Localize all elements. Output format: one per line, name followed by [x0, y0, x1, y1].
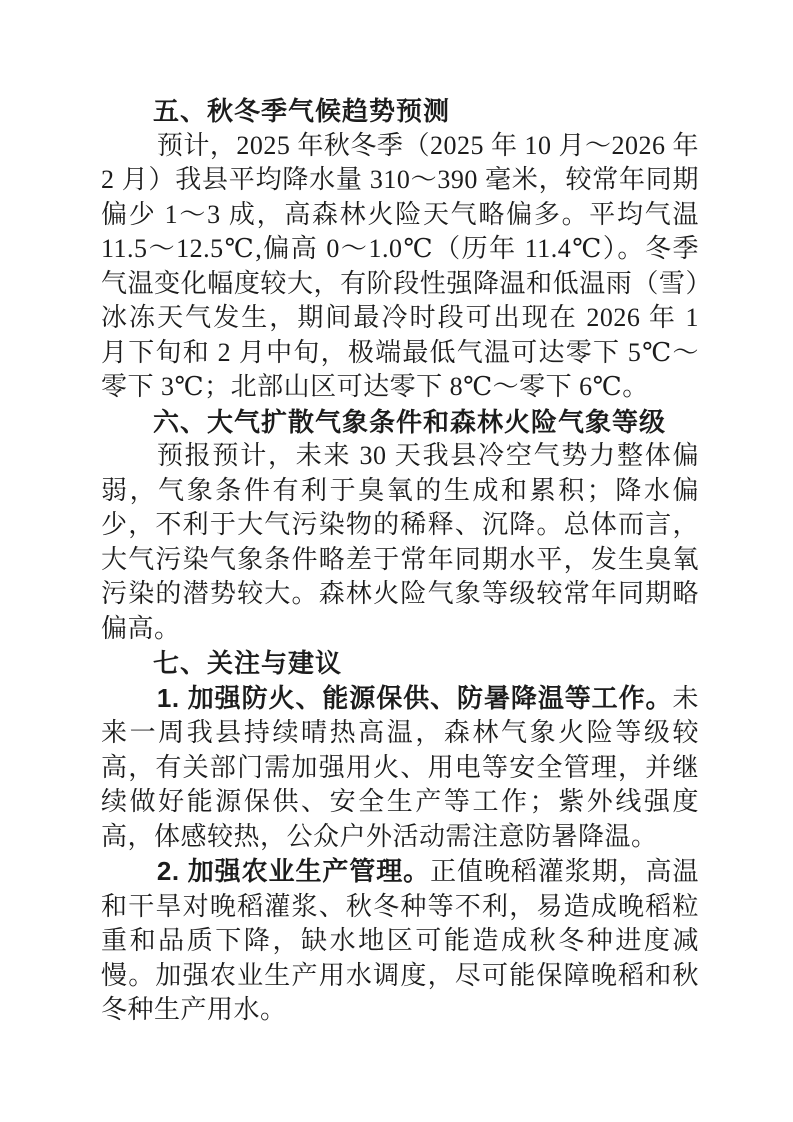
- paragraph-air-diffusion: [101, 439, 699, 646]
- section-heading-climate-forecast: 五、秋冬季气候趋势预测: [153, 96, 451, 126]
- paragraph-recommendation-1: [101, 681, 699, 855]
- document-content: [101, 94, 699, 1028]
- section-recommendations: [101, 646, 699, 1028]
- section-heading-recommendations: 七、关注与建议: [153, 648, 343, 678]
- paragraph-text: 预计，2025 年秋冬季（2025 年 10 月～2026 年 2 月）我县平均降水量 310～390 毫米，较常年同期偏少 1～3 成，高森林火险天气略偏多。平均气温 11.5～12.5℃,偏高 0～1.0℃（历年 11.4℃）。冬季气温变化幅度较大，有阶段性强降温和低温雨（雪）冰冻天气发生，期间最冷时段可出现在 2026 年 1 月下旬和 2 月中旬，极端最低气温可达零下 5℃～零下 3℃；北部山区可达零下 8℃～零下 6℃。: [101, 130, 699, 401]
- paragraph-text: 未来一周我县持续晴热高温，森林气象火险等级较高，有关部门需加强用火、用电等安全管理，并继续做好能源保供、安全生产等工作；紫外线强度高，体感较热，公众户外活动需注意防暑降温。: [101, 683, 699, 851]
- paragraph-text: 预报预计，未来 30 天我县冷空气势力整体偏弱，气象条件有利于臭氧的生成和累积；降水偏少，不利于大气污染物的稀释、沉降。总体而言，大气污染气象条件略差于常年同期水平，发生臭氧污染的潜势较大。森林火险气象等级较常年同期略偏高。: [101, 441, 699, 643]
- paragraph-text: 正值晚稻灌浆期，高温和干旱对晚稻灌浆、秋冬种等不利，易造成晚稻粒重和品质下降，缺水地区可能造成秋冬种进度减慢。加强农业生产用水调度，尽可能保障晚稻和秋冬种生产用水。: [101, 857, 699, 1024]
- paragraph-climate-forecast: [101, 129, 699, 405]
- paragraph-lead-fire-energy-heat: 1. 加强防火、能源保供、防暑降温等工作。: [156, 682, 673, 713]
- section-air-diffusion-fire-risk: [101, 405, 699, 647]
- section-autumn-winter-climate-forecast: [101, 94, 699, 405]
- paragraph-recommendation-2: [101, 854, 699, 1028]
- section-heading-air-diffusion: 六、大气扩散气象条件和森林火险气象等级: [153, 406, 667, 437]
- paragraph-lead-agriculture: 2. 加强农业生产管理。: [156, 856, 431, 886]
